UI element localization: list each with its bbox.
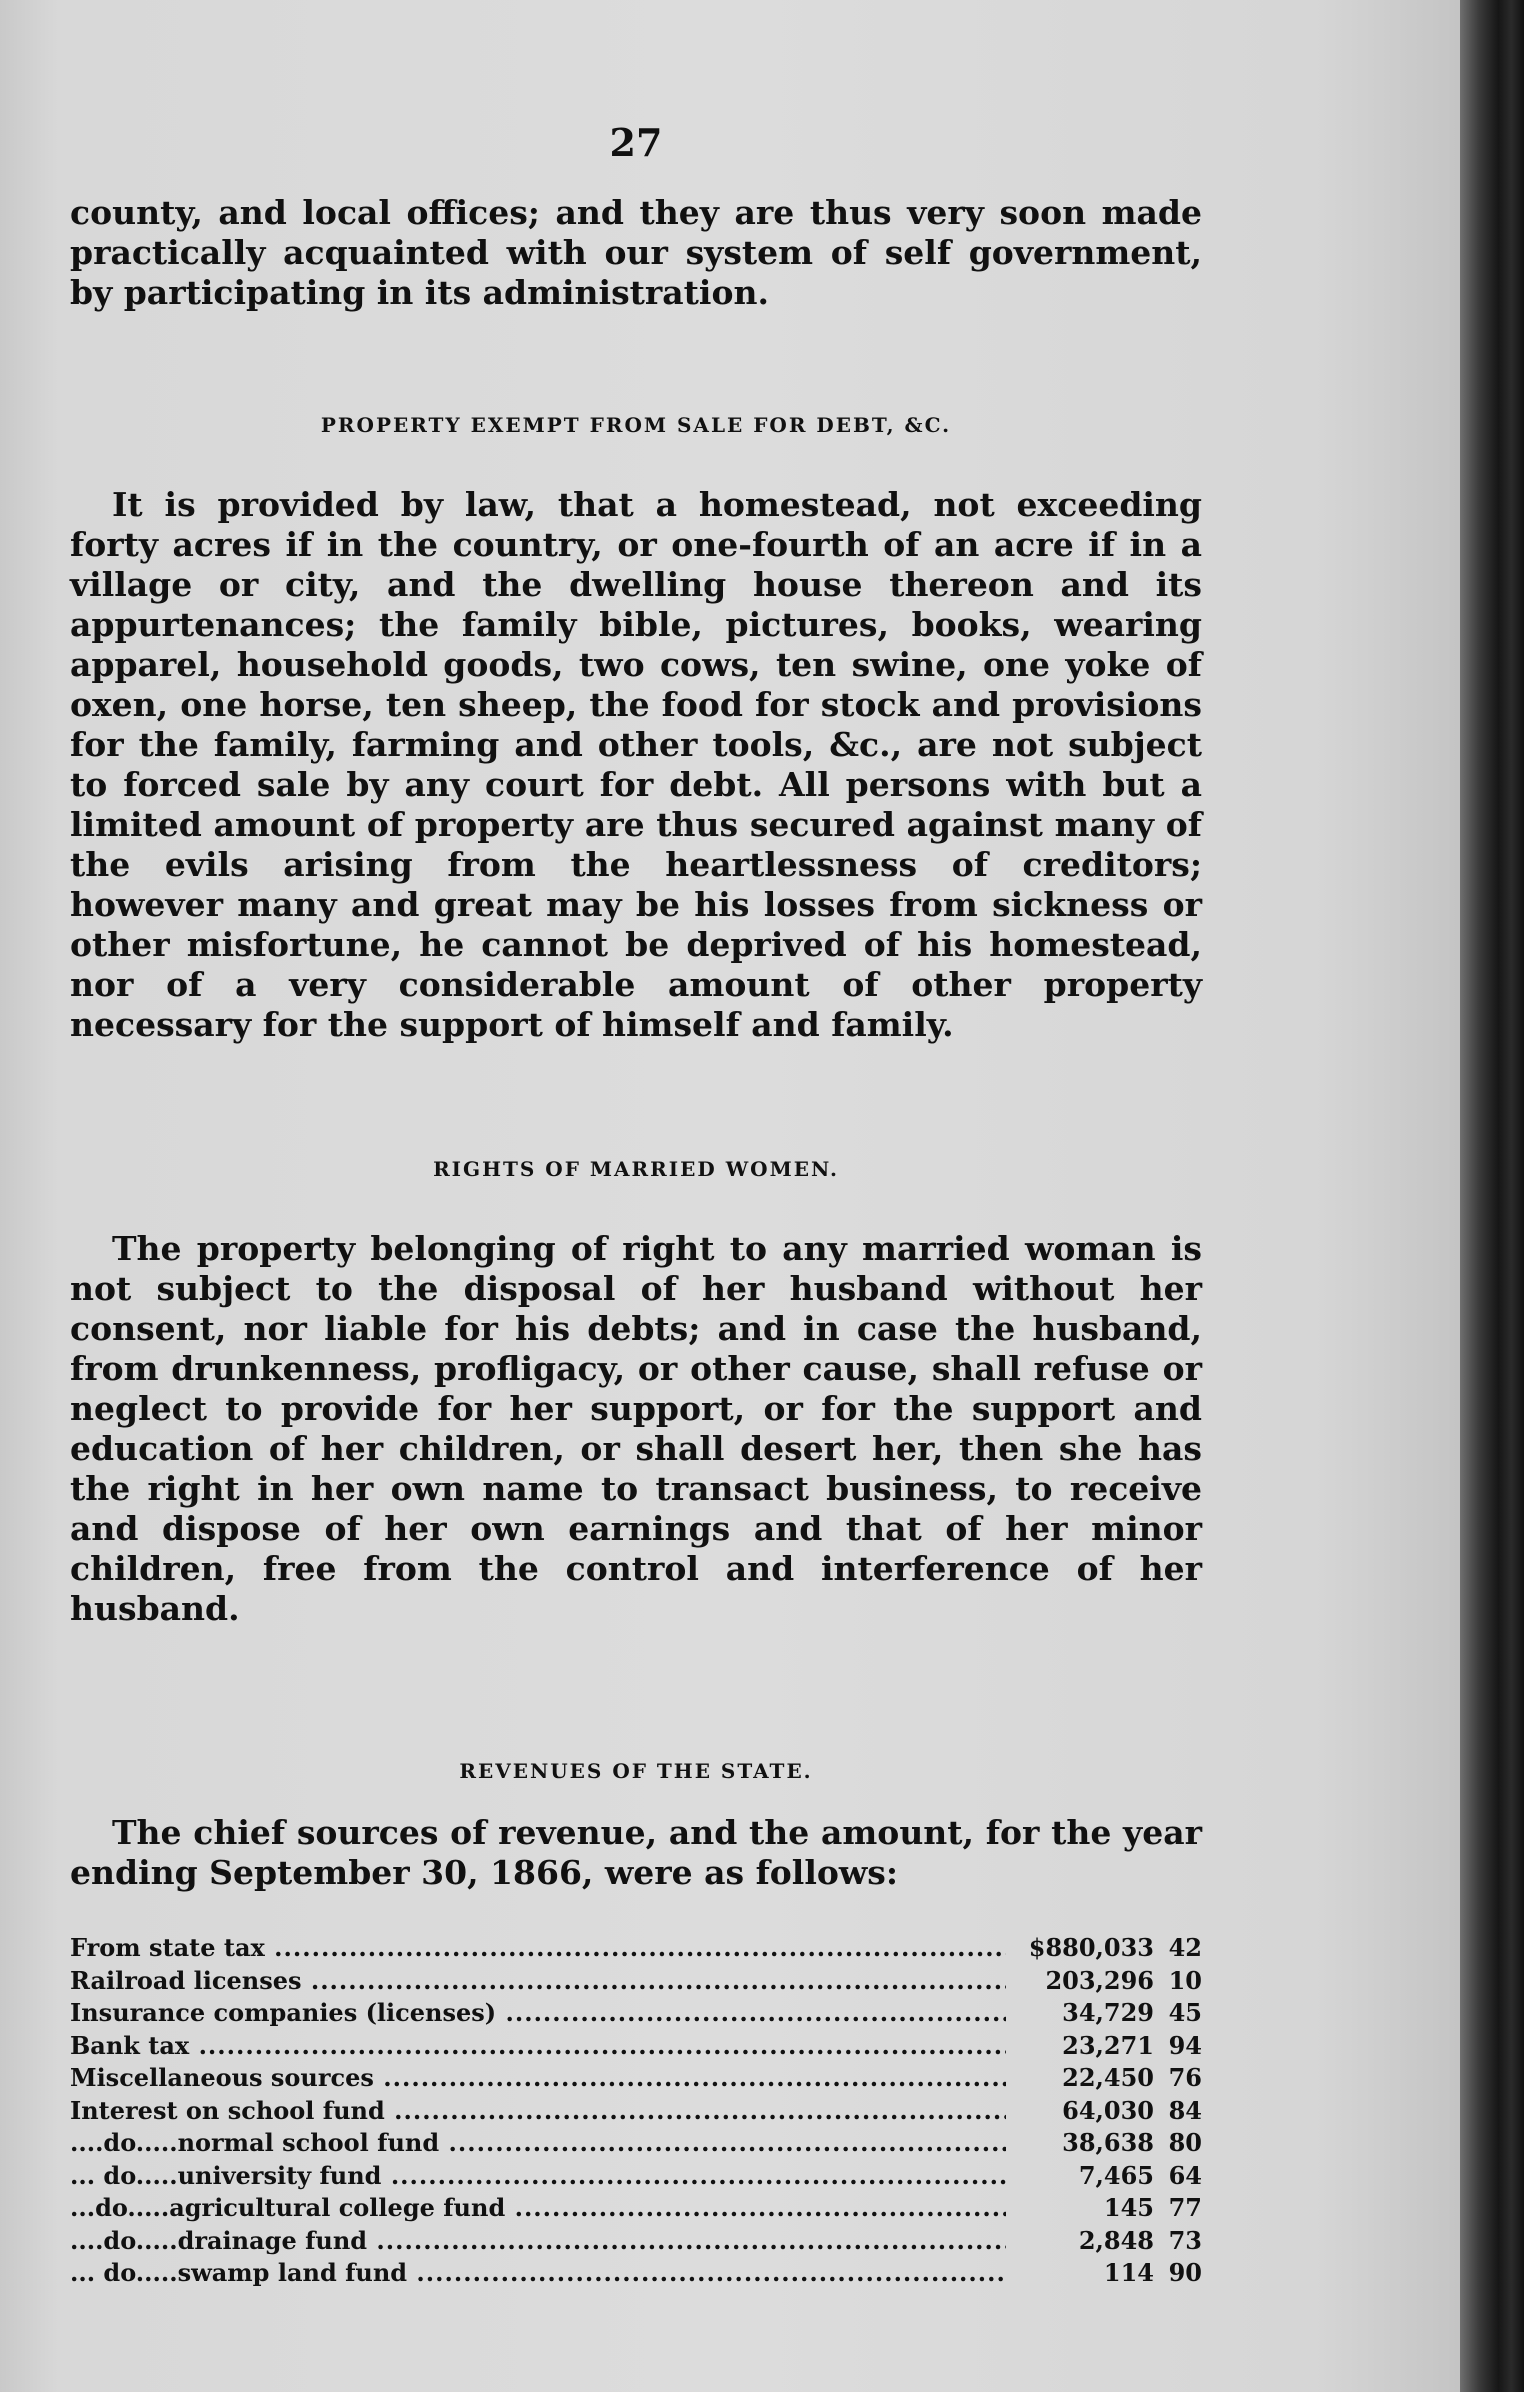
table-row bbox=[70, 2128, 1202, 2161]
revenue-source: Bank tax ..... bbox=[70, 2031, 1006, 2060]
revenue-dollars: 22,450 bbox=[1062, 2063, 1154, 2092]
revenue-cents: 90 bbox=[1168, 2258, 1202, 2287]
page-content bbox=[70, 120, 1202, 2291]
page-number: 27 bbox=[609, 120, 663, 165]
table-row bbox=[70, 2258, 1202, 2291]
revenue-dollars: 38,638 bbox=[1062, 2128, 1154, 2157]
revenue-source: ... do.....university fund ..... bbox=[70, 2161, 1006, 2190]
revenue-table bbox=[70, 1933, 1202, 2291]
revenue-cents: 45 bbox=[1168, 1998, 1202, 2027]
revenue-dollars: 23,271 bbox=[1062, 2030, 1154, 2060]
revenue-source: ...do.....agricultural college fund ..... bbox=[70, 2193, 1006, 2222]
table-row bbox=[70, 2161, 1202, 2194]
section-body-property-exempt: It is provided by law, that a homestead, not exceeding forty acres if in the country, or one-fourth of an acre if in a village or city, and the dwelling house thereon and its appurtenances; the family bible, pictures, books, wearing apparel, household goods, two cows, ten swine, one yoke of oxen, one horse, ten sheep, the food for stock and provisions for the family, farming and other tools, &c., are not subject to forced sale by any court for debt. All persons with but a limited amount of property are thus secured against many of the evils arising from the heartlessness of creditors; however many and great may be his losses from sickness or other misfortune, he cannot be deprived of his homestead, nor of a very considerable amount of other property necessary for the support of himself and family. bbox=[70, 485, 1202, 1044]
table-row bbox=[70, 1966, 1202, 1999]
revenue-dollars: 34,729 bbox=[1062, 1998, 1154, 2027]
revenue-cents: 84 bbox=[1168, 2095, 1202, 2125]
section-heading-revenues: REVENUES OF THE STATE. bbox=[459, 1759, 813, 1783]
revenue-source: Insurance companies (licenses) ..... bbox=[70, 1998, 1006, 2027]
revenue-dollars: 2,848 bbox=[1078, 2225, 1154, 2255]
revenue-source: ....do.....normal school fund ..... bbox=[70, 2128, 1006, 2157]
revenue-source: ....do.....drainage fund ..... bbox=[70, 2226, 1006, 2255]
book-binding-edge bbox=[1460, 0, 1524, 2392]
revenue-source: From state tax ..... bbox=[70, 1933, 1006, 1962]
table-row bbox=[70, 1998, 1202, 2031]
revenue-cents: 80 bbox=[1168, 2128, 1202, 2157]
table-row bbox=[70, 2096, 1202, 2129]
revenue-cents: 10 bbox=[1168, 1965, 1202, 1995]
revenue-source: Interest on school fund ..... bbox=[70, 2096, 1006, 2125]
table-row bbox=[70, 1933, 1202, 1966]
revenue-dollars: 114 bbox=[1103, 2258, 1154, 2287]
revenue-cents: 77 bbox=[1168, 2193, 1202, 2222]
table-row bbox=[70, 2031, 1202, 2064]
table-row bbox=[70, 2063, 1202, 2096]
revenue-cents: 64 bbox=[1168, 2160, 1202, 2190]
revenue-dollars: 203,296 bbox=[1045, 1965, 1154, 1995]
section-body-revenues: The chief sources of revenue, and the amount, for the year ending September 30, 1866, were as follows: bbox=[70, 1813, 1202, 1892]
revenue-dollars: 145 bbox=[1103, 2193, 1154, 2222]
revenue-source: Miscellaneous sources ..... bbox=[70, 2063, 1006, 2092]
intro-paragraph: county, and local offices; and they are thus very soon made practically acquainted with our system of self government, by participating in its administration. bbox=[70, 193, 1202, 312]
revenue-cents: 76 bbox=[1168, 2063, 1202, 2092]
section-heading-married-women: RIGHTS OF MARRIED WOMEN. bbox=[433, 1157, 839, 1181]
revenue-source: Railroad licenses ..... bbox=[70, 1966, 1006, 1995]
table-row bbox=[70, 2226, 1202, 2259]
revenue-source: ... do.....swamp land fund ..... bbox=[70, 2258, 1006, 2287]
section-body-married-women: The property belonging of right to any married woman is not subject to the disposal of her husband without her consent, nor liable for his debts; and in case the husband, from drunkenness, profligacy, or other cause, shall refuse or neglect to provide for her support, or for the support and education of her children, or shall desert her, then she has the right in her own name to transact business, to receive and dispose of her own earnings and that of her minor children, free from the control and interference of her husband. bbox=[70, 1229, 1202, 1628]
revenue-cents: 73 bbox=[1168, 2225, 1202, 2255]
revenue-cents: 94 bbox=[1168, 2030, 1202, 2060]
table-row bbox=[70, 2193, 1202, 2226]
revenue-dollars: 7,465 bbox=[1078, 2160, 1154, 2190]
revenue-dollars: 64,030 bbox=[1062, 2095, 1154, 2125]
revenue-cents: 42 bbox=[1168, 1933, 1202, 1962]
section-heading-property-exempt: PROPERTY EXEMPT FROM SALE FOR DEBT, &C. bbox=[320, 413, 952, 437]
revenue-dollars: $880,033 bbox=[1028, 1933, 1154, 1962]
